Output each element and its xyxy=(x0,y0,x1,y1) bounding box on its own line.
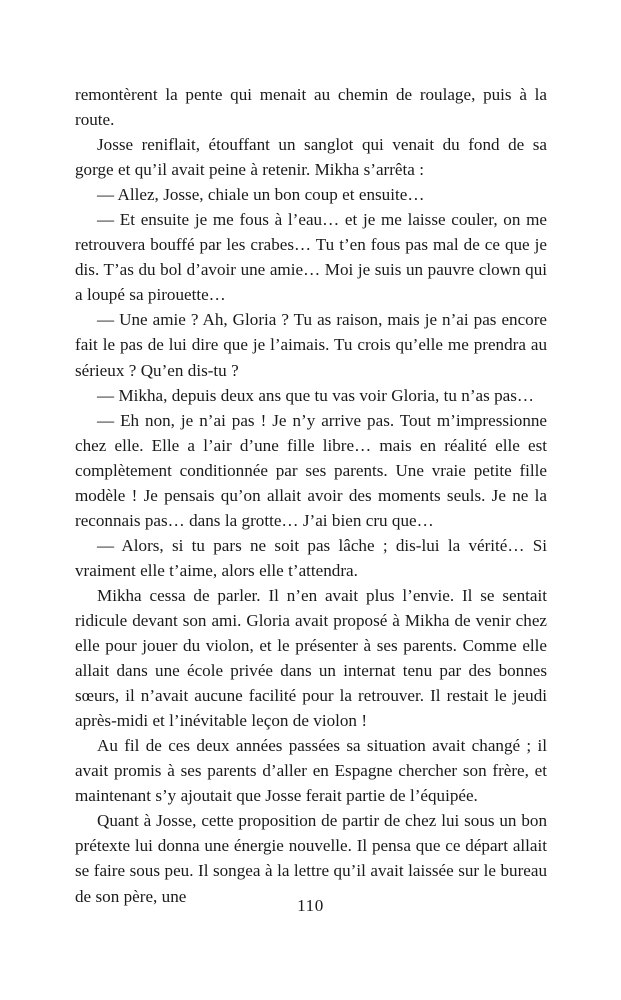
paragraph-dialogue: — Mikha, depuis deux ans que tu vas voir Gloria, tu n’as pas… xyxy=(97,385,535,405)
paragraph-dialogue: — Alors, si tu pars ne soit pas lâche ; dis-lui la vérité… Si vraiment elle t’aime, alors elle t’attendra. xyxy=(75,535,547,580)
paragraph-narrative: Mikha cessa de parler. Il n’en avait plus l’envie. Il se sentait ridicule devant son ami. Gloria avait proposé à Mikha de venir chez elle pour jouer du violon, et le présenter à ses parents. Comme elle allait dans une école privée dans un internat tenu par des bonnes sœurs, il n’avait aucune facilité pour la retrouver. Il restait le jeudi après-midi et l’inévitable leçon de violon ! xyxy=(75,585,547,731)
paragraph-dialogue: — Eh non, je n’ai pas ! Je n’y arrive pas. Tout m’impressionne chez elle. Elle a l’air d’une fille libre… mais en réalité elle est complètement conditionnée par ses parents. Une vraie petite fille modèle ! Je pensais qu’on allait avoir des moments seuls. Je ne la reconnais pas… dans la grotte… J’ai bien cru que… xyxy=(75,410,547,530)
paragraph-narrative: Quant à Josse, cette proposition de partir de chez lui sous un bon prétexte lui donna une énergie nouvelle. Il pensa que ce départ allait se faire sous peu. Il songea à la lettre qu’il avait laissée sur le bureau de son père, une xyxy=(75,811,547,906)
paragraph-continued: remontèrent la pente qui menait au chemin de roulage, puis à la route. xyxy=(75,85,547,130)
page-text-block xyxy=(75,82,547,909)
paragraph-dialogue: — Une amie ? Ah, Gloria ? Tu as raison, mais je n’ai pas encore fait le pas de lui dire que je l’aimais. Tu crois qu’elle me prendra au sérieux ? Qu’en dis-tu ? xyxy=(75,310,547,380)
paragraph-dialogue: — Allez, Josse, chiale un bon coup et ensuite… xyxy=(97,185,425,205)
paragraph-dialogue: — Et ensuite je me fous à l’eau… et je me laisse couler, on me retrouvera bouffé par les crabes… Tu t’en fous pas mal de ce que je dis. T’as du bol d’avoir une amie… Moi je suis un pauvre clown qui a loupé sa pirouette… xyxy=(75,210,547,305)
page-number: 110 xyxy=(297,896,324,915)
paragraph-narrative: Au fil de ces deux années passées sa situation avait changé ; il avait promis à ses parents d’aller en Espagne chercher son frère, et maintenant s’y ajoutait que Josse ferait partie de l’équipée. xyxy=(75,736,547,806)
paragraph-narrative: Josse reniflait, étouffant un sanglot qui venait du fond de sa gorge et qu’il avait peine à retenir. Mikha s’arrêta : xyxy=(75,135,547,180)
